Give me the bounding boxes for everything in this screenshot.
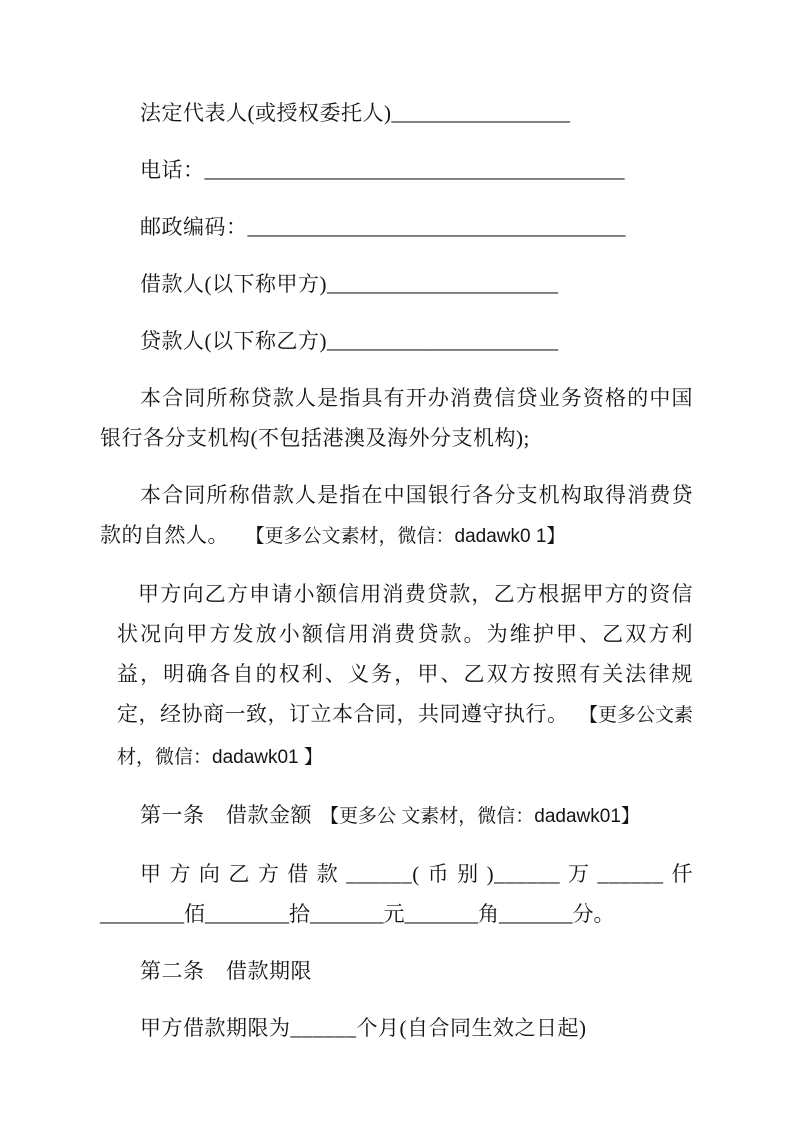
amount-clause-line1: 甲方向乙方借款______(币别)______万______仟 <box>140 862 693 886</box>
article2-title: 第二条 借款期限 <box>140 959 312 983</box>
field-borrower-blank-line: ______________________ <box>327 272 558 296</box>
paragraph-loan-purpose <box>117 574 693 778</box>
field-phone-blank-line: ________________________________________ <box>204 158 625 182</box>
article2-heading <box>100 951 693 991</box>
paragraph-lender-definition <box>100 378 693 458</box>
field-lender-party-b <box>100 321 693 361</box>
field-legal-representative-blank-line: _________________ <box>391 101 570 125</box>
paragraph-borrower-definition <box>100 475 693 557</box>
article1-heading <box>100 795 693 837</box>
field-borrower-party-a <box>100 264 693 304</box>
article1-title: 第一条 借款金额 <box>140 803 312 827</box>
loan-purpose-text: 甲方向乙方申请小额信用消费贷款，乙方根据甲方的资信状况向甲方发放小额信用消费贷款。为维护甲、乙双方利益，明确各自的权利、义务，甲、乙双方按照有关法律规定，经协商一致，订立本合同，共同遵守执行。 <box>117 582 693 726</box>
article2-term-clause <box>100 1008 693 1048</box>
lender-definition-text: 本合同所称贷款人是指具有开办消费信贷业务资格的中国银行各分支机构(不包括港澳及海外分支机构); <box>100 386 693 450</box>
watermark-ad-text: 【更多公文素材，微信：dadawk01 】 <box>117 705 694 768</box>
term-clause-text: 甲方借款期限为______个月(自合同生效之日起) <box>140 1016 587 1040</box>
amount-clause-line2: ________佰________拾_______元_______角_______分。 <box>100 902 615 926</box>
field-phone <box>100 150 693 190</box>
field-legal-representative-label: 法定代表人(或授权委托人) <box>140 101 392 125</box>
field-phone-label: 电话： <box>140 158 205 182</box>
field-lender-label: 贷款人(以下称乙方) <box>140 329 327 353</box>
field-postal-code-blank-line: ____________________________________ <box>247 215 626 239</box>
field-lender-blank-line: ______________________ <box>327 329 558 353</box>
borrower-definition-text: 本合同所称借款人是指在中国银行各分支机构取得消费贷款的自然人。 <box>100 483 693 547</box>
watermark-ad-text: 【更多公 文素材，微信：dadawk01】 <box>320 806 640 827</box>
field-legal-representative <box>100 93 693 133</box>
field-borrower-label: 借款人(以下称甲方) <box>140 272 327 296</box>
field-postal-code-label: 邮政编码： <box>140 215 248 239</box>
article1-amount-clause <box>100 854 693 934</box>
watermark-ad-text: 【更多公文素材，微信：dadawk0 1】 <box>255 526 566 547</box>
field-postal-code <box>100 207 693 247</box>
